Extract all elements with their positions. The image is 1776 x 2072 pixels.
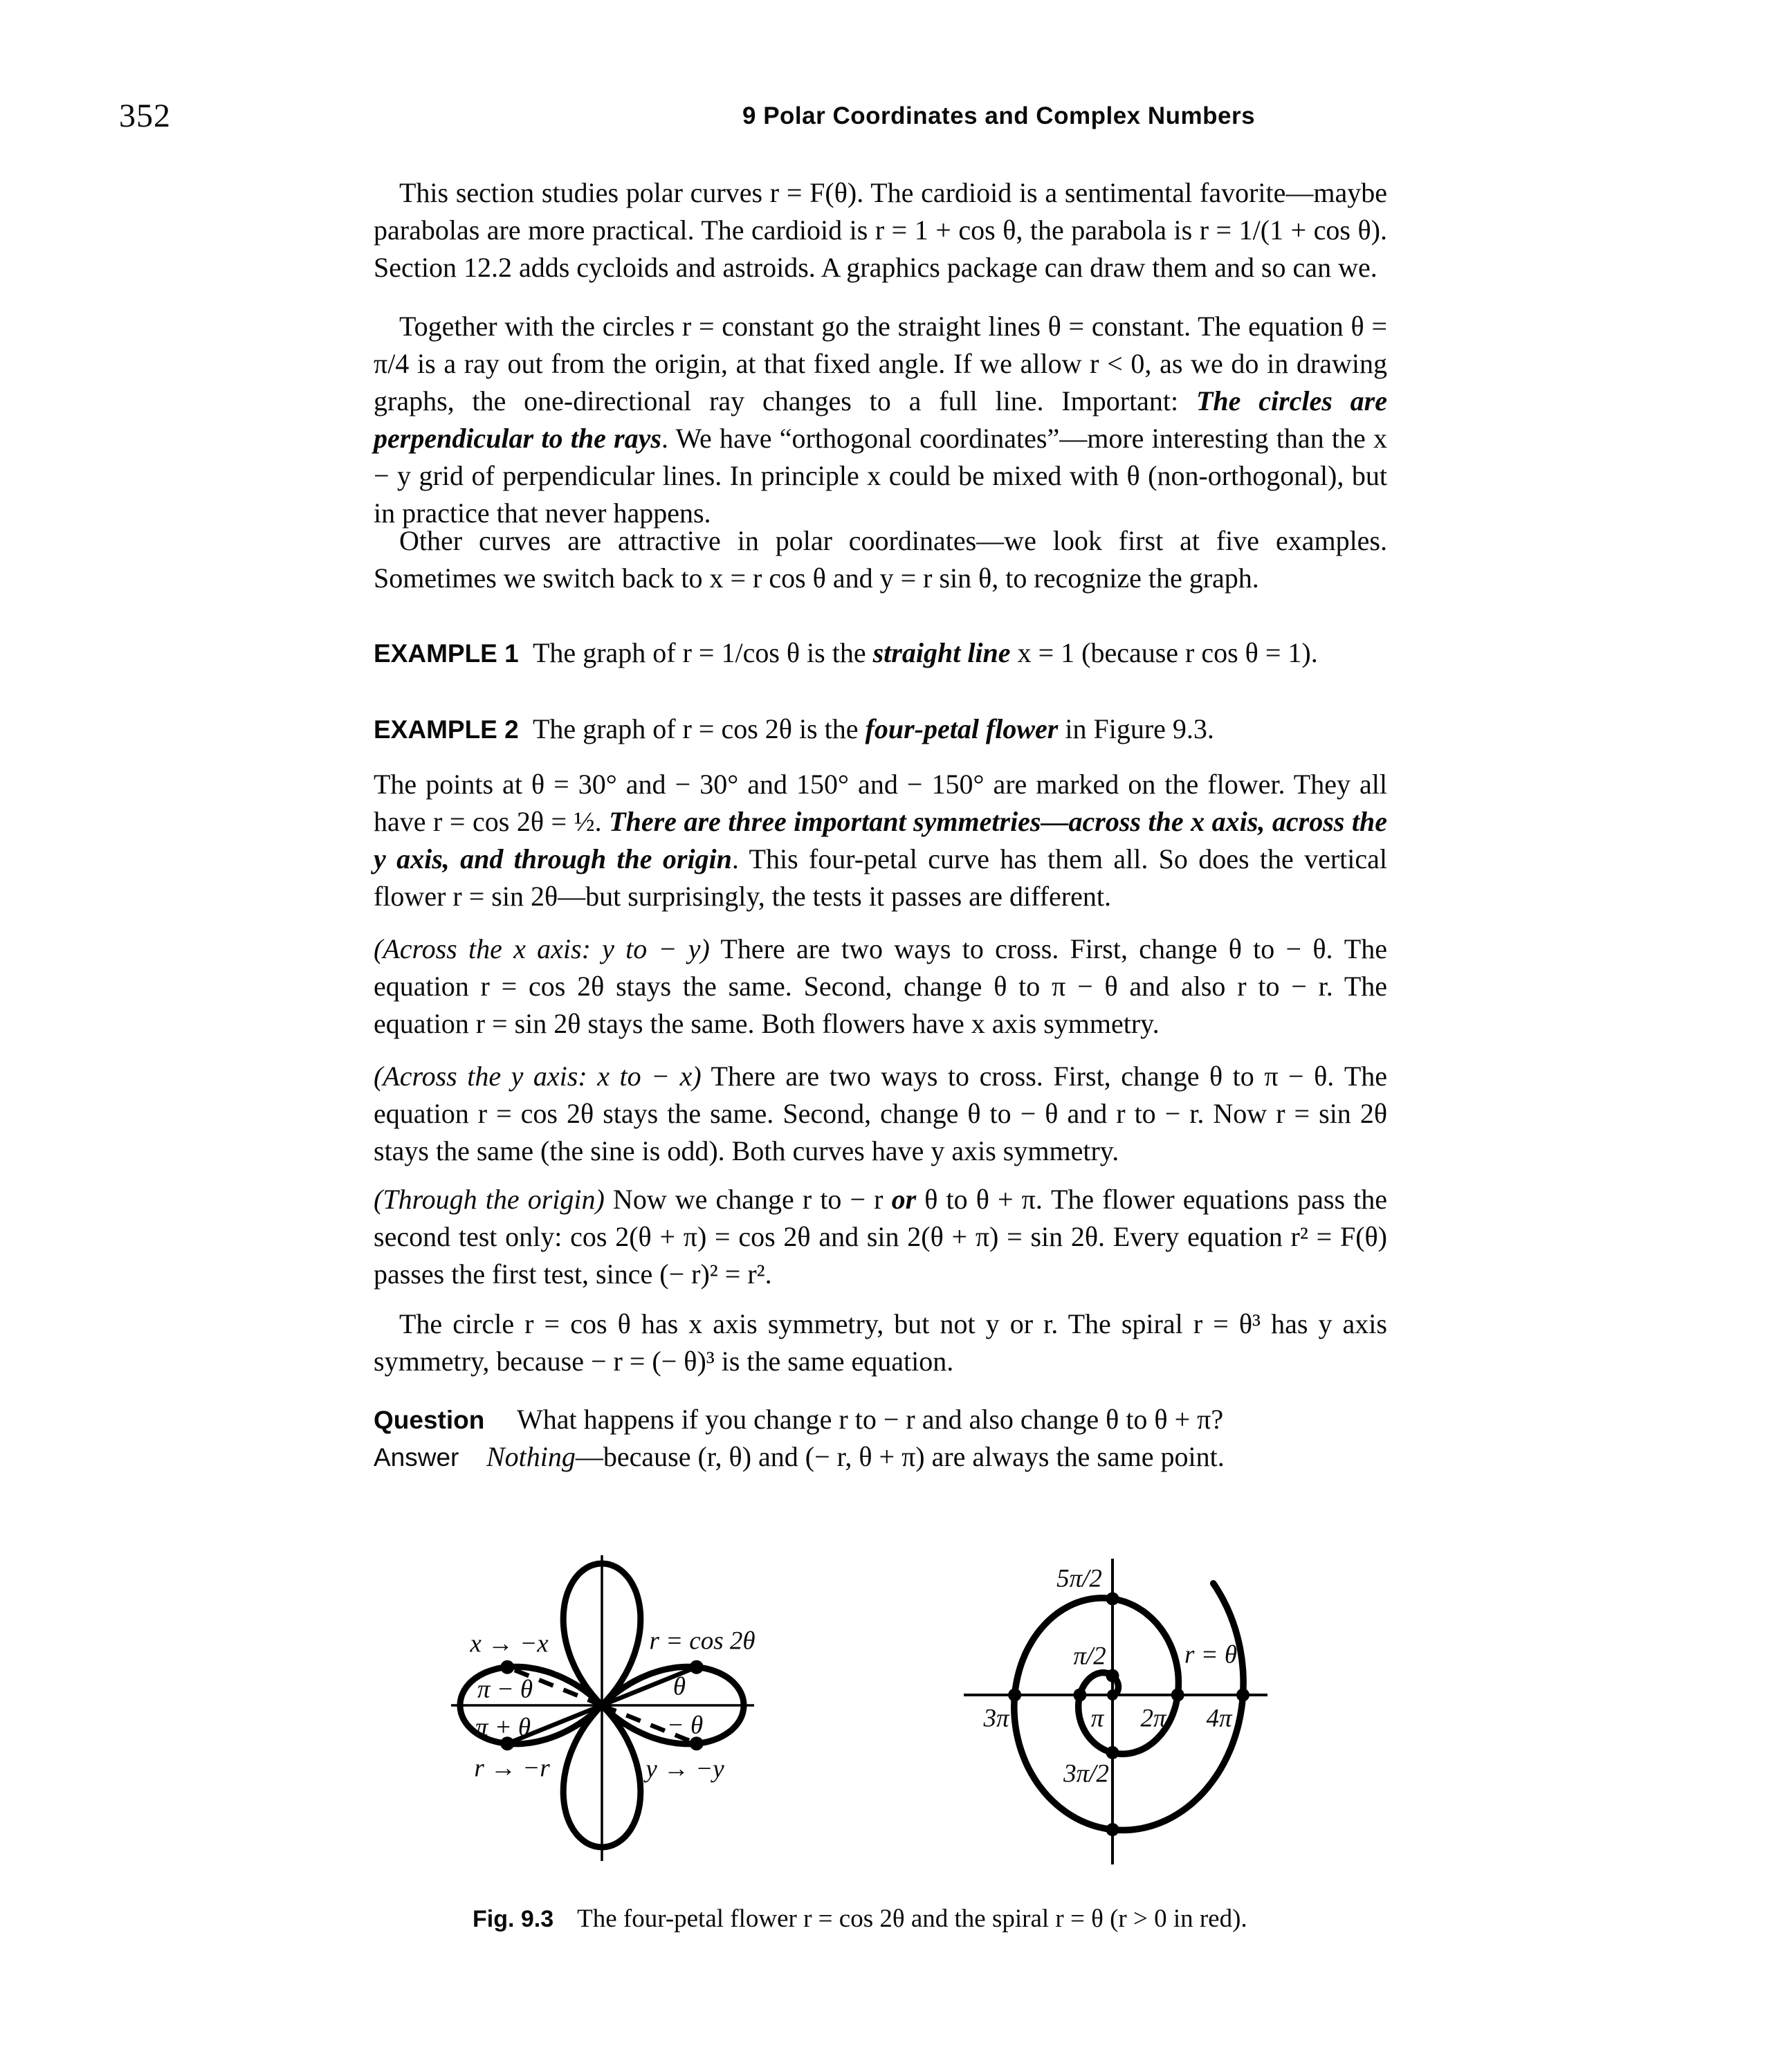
text-segment: Nothing — [486, 1441, 576, 1472]
figure-label: r = cos 2θ — [649, 1626, 756, 1656]
text-segment: (Across the y axis: x to − x) — [374, 1061, 702, 1092]
text-segment: Other curves are attractive in polar coordinates—we look first at five examples. Sometimes we switch back to x = r cos θ and y = r sin θ, to recognize the graph. — [374, 525, 1387, 594]
paragraph-circle-spiral — [374, 1305, 1387, 1380]
figure-label: 3π — [983, 1704, 1009, 1733]
figure-caption — [473, 1904, 1441, 1934]
answer-row — [374, 1438, 1387, 1476]
figure-label: 3π/2 — [1063, 1759, 1109, 1788]
figure-label: x → −x — [470, 1629, 549, 1658]
text-segment: . We have “orthogonal coordinates”—more interesting than the x − y grid of perpendicular lines. In principle x could be mixed with θ (non-orthogonal), but in practice that never happens. — [374, 423, 1387, 529]
text-segment: There are three important symmetries—across the x axis, across the y axis, and through the origin — [374, 806, 1387, 874]
text-segment: What happens if you change r to − r and also change θ to θ + π? — [517, 1404, 1224, 1435]
figure-label: 4π — [1206, 1704, 1232, 1733]
figure-label: y → −y — [646, 1754, 724, 1784]
text-segment: (Across the x axis: y to − y) — [374, 933, 710, 964]
text-segment: θ to θ + π. The flower equations pass the second test only: cos 2(θ + π) = cos 2θ and sin 2(θ + π) = sin 2θ. Every equation r² = F(θ) passes the first test, since (− r)² = r². — [374, 1184, 1387, 1290]
figure-label: − θ — [666, 1711, 704, 1740]
text-segment: The graph of r = 1/cos θ is the — [533, 637, 873, 668]
text-segment: . This four-petal curve has them all. So does the vertical flower r = sin 2θ—but surprisingly, the tests it passes are different. — [374, 843, 1388, 912]
question-text — [517, 1401, 1387, 1438]
paragraph-other-curves — [374, 522, 1387, 597]
text-segment: The circle r = cos θ has x axis symmetry, but not y or r. The spiral r = θ³ has y axis symmetry, because − r = (− θ)³ is the same equation. — [374, 1308, 1387, 1377]
running-header: 9 Polar Coordinates and Complex Numbers — [742, 102, 1256, 129]
example-2-text — [533, 710, 1387, 748]
question-label: Question — [374, 1406, 485, 1434]
figure-label: r = θ — [1184, 1640, 1238, 1669]
figure-label: π/2 — [1073, 1642, 1106, 1671]
paragraph-marked-points — [374, 766, 1387, 915]
example-1 — [374, 634, 1387, 672]
figure-label: π — [1090, 1704, 1104, 1733]
text-segment: straight line — [872, 637, 1011, 668]
text-segment: in Figure 9.3. — [1058, 713, 1214, 744]
text-segment: The circles are perpendicular to the rays — [374, 385, 1388, 454]
text-segment: or — [891, 1184, 917, 1215]
paragraph-intro — [374, 174, 1387, 286]
figure-label: 2π — [1140, 1704, 1166, 1733]
example-2 — [374, 710, 1387, 749]
text-segment: x = 1 (because r cos θ = 1). — [1010, 637, 1318, 668]
figure-label: r → −r — [474, 1754, 550, 1783]
figure-label: θ — [672, 1672, 686, 1701]
paragraph-across-x — [374, 930, 1387, 1043]
text-segment: Now we change r to − r — [604, 1184, 892, 1215]
paragraph-across-y — [374, 1058, 1387, 1170]
figure-label: π − θ — [477, 1675, 533, 1704]
page-number: 352 — [119, 98, 171, 134]
text-segment: Together with the circles r = constant go the straight lines θ = constant. The equation θ = π/4 is a ray out from the origin, at that fixed angle. If we allow r < 0, as we do in drawing graphs, the one-directional ray changes to a full line. Important: — [374, 311, 1387, 416]
text-segment: There are two ways to cross. First, change θ to π − θ. The equation r = cos 2θ stays the same. Second, change θ to − θ and r to − r. Now r = sin 2θ stays the same (the sine is odd). Both curves have y axis symmetry. — [374, 1061, 1388, 1166]
figure-caption-label: Fig. 9.3 — [473, 1906, 554, 1932]
figure-label: 5π/2 — [1056, 1564, 1102, 1593]
text-segment: The graph of r = cos 2θ is the — [533, 713, 866, 744]
figure-9-3-plot — [0, 1522, 1776, 1909]
text-segment: The points at θ = 30° and − 30° and 150° and − 150° are marked on the flower. They all have r = cos 2θ = ½. — [374, 769, 1387, 837]
text-segment: (Through the origin) — [374, 1184, 605, 1215]
question-row — [374, 1401, 1387, 1439]
text-segment: There are two ways to cross. First, change θ to − θ. The equation r = cos 2θ stays the same. Second, change θ to π − θ and also r to − r. The equation r = sin 2θ stays the same. Both flowers have x axis symmetry. — [374, 933, 1388, 1039]
example-1-text — [533, 634, 1387, 672]
paragraph-through-origin — [374, 1181, 1387, 1293]
example-2-label: EXAMPLE 2 — [374, 715, 519, 744]
answer-label: Answer — [374, 1443, 459, 1472]
answer-text — [486, 1438, 1387, 1476]
text-segment: four-petal flower — [865, 713, 1059, 744]
figure-label: π + θ — [475, 1713, 531, 1742]
text-segment: —because (r, θ) and (− r, θ + π) are always the same point. — [575, 1441, 1225, 1472]
text-segment: This section studies polar curves r = F(θ). The cardioid is a sentimental favorite—maybe parabolas are more practical. The cardioid is r = 1 + cos θ, the parabola is r = 1/(1 + cos θ). Section 12.2 adds cycloids and astroids. A graphics package can draw them and so can we. — [374, 177, 1387, 283]
example-1-label: EXAMPLE 1 — [374, 639, 519, 668]
figure-caption-text — [577, 1904, 1247, 1934]
text-segment: The four-petal flower r = cos 2θ and the spiral r = θ (r > 0 in red). — [577, 1905, 1247, 1933]
paragraph-rays-circles — [374, 308, 1387, 532]
